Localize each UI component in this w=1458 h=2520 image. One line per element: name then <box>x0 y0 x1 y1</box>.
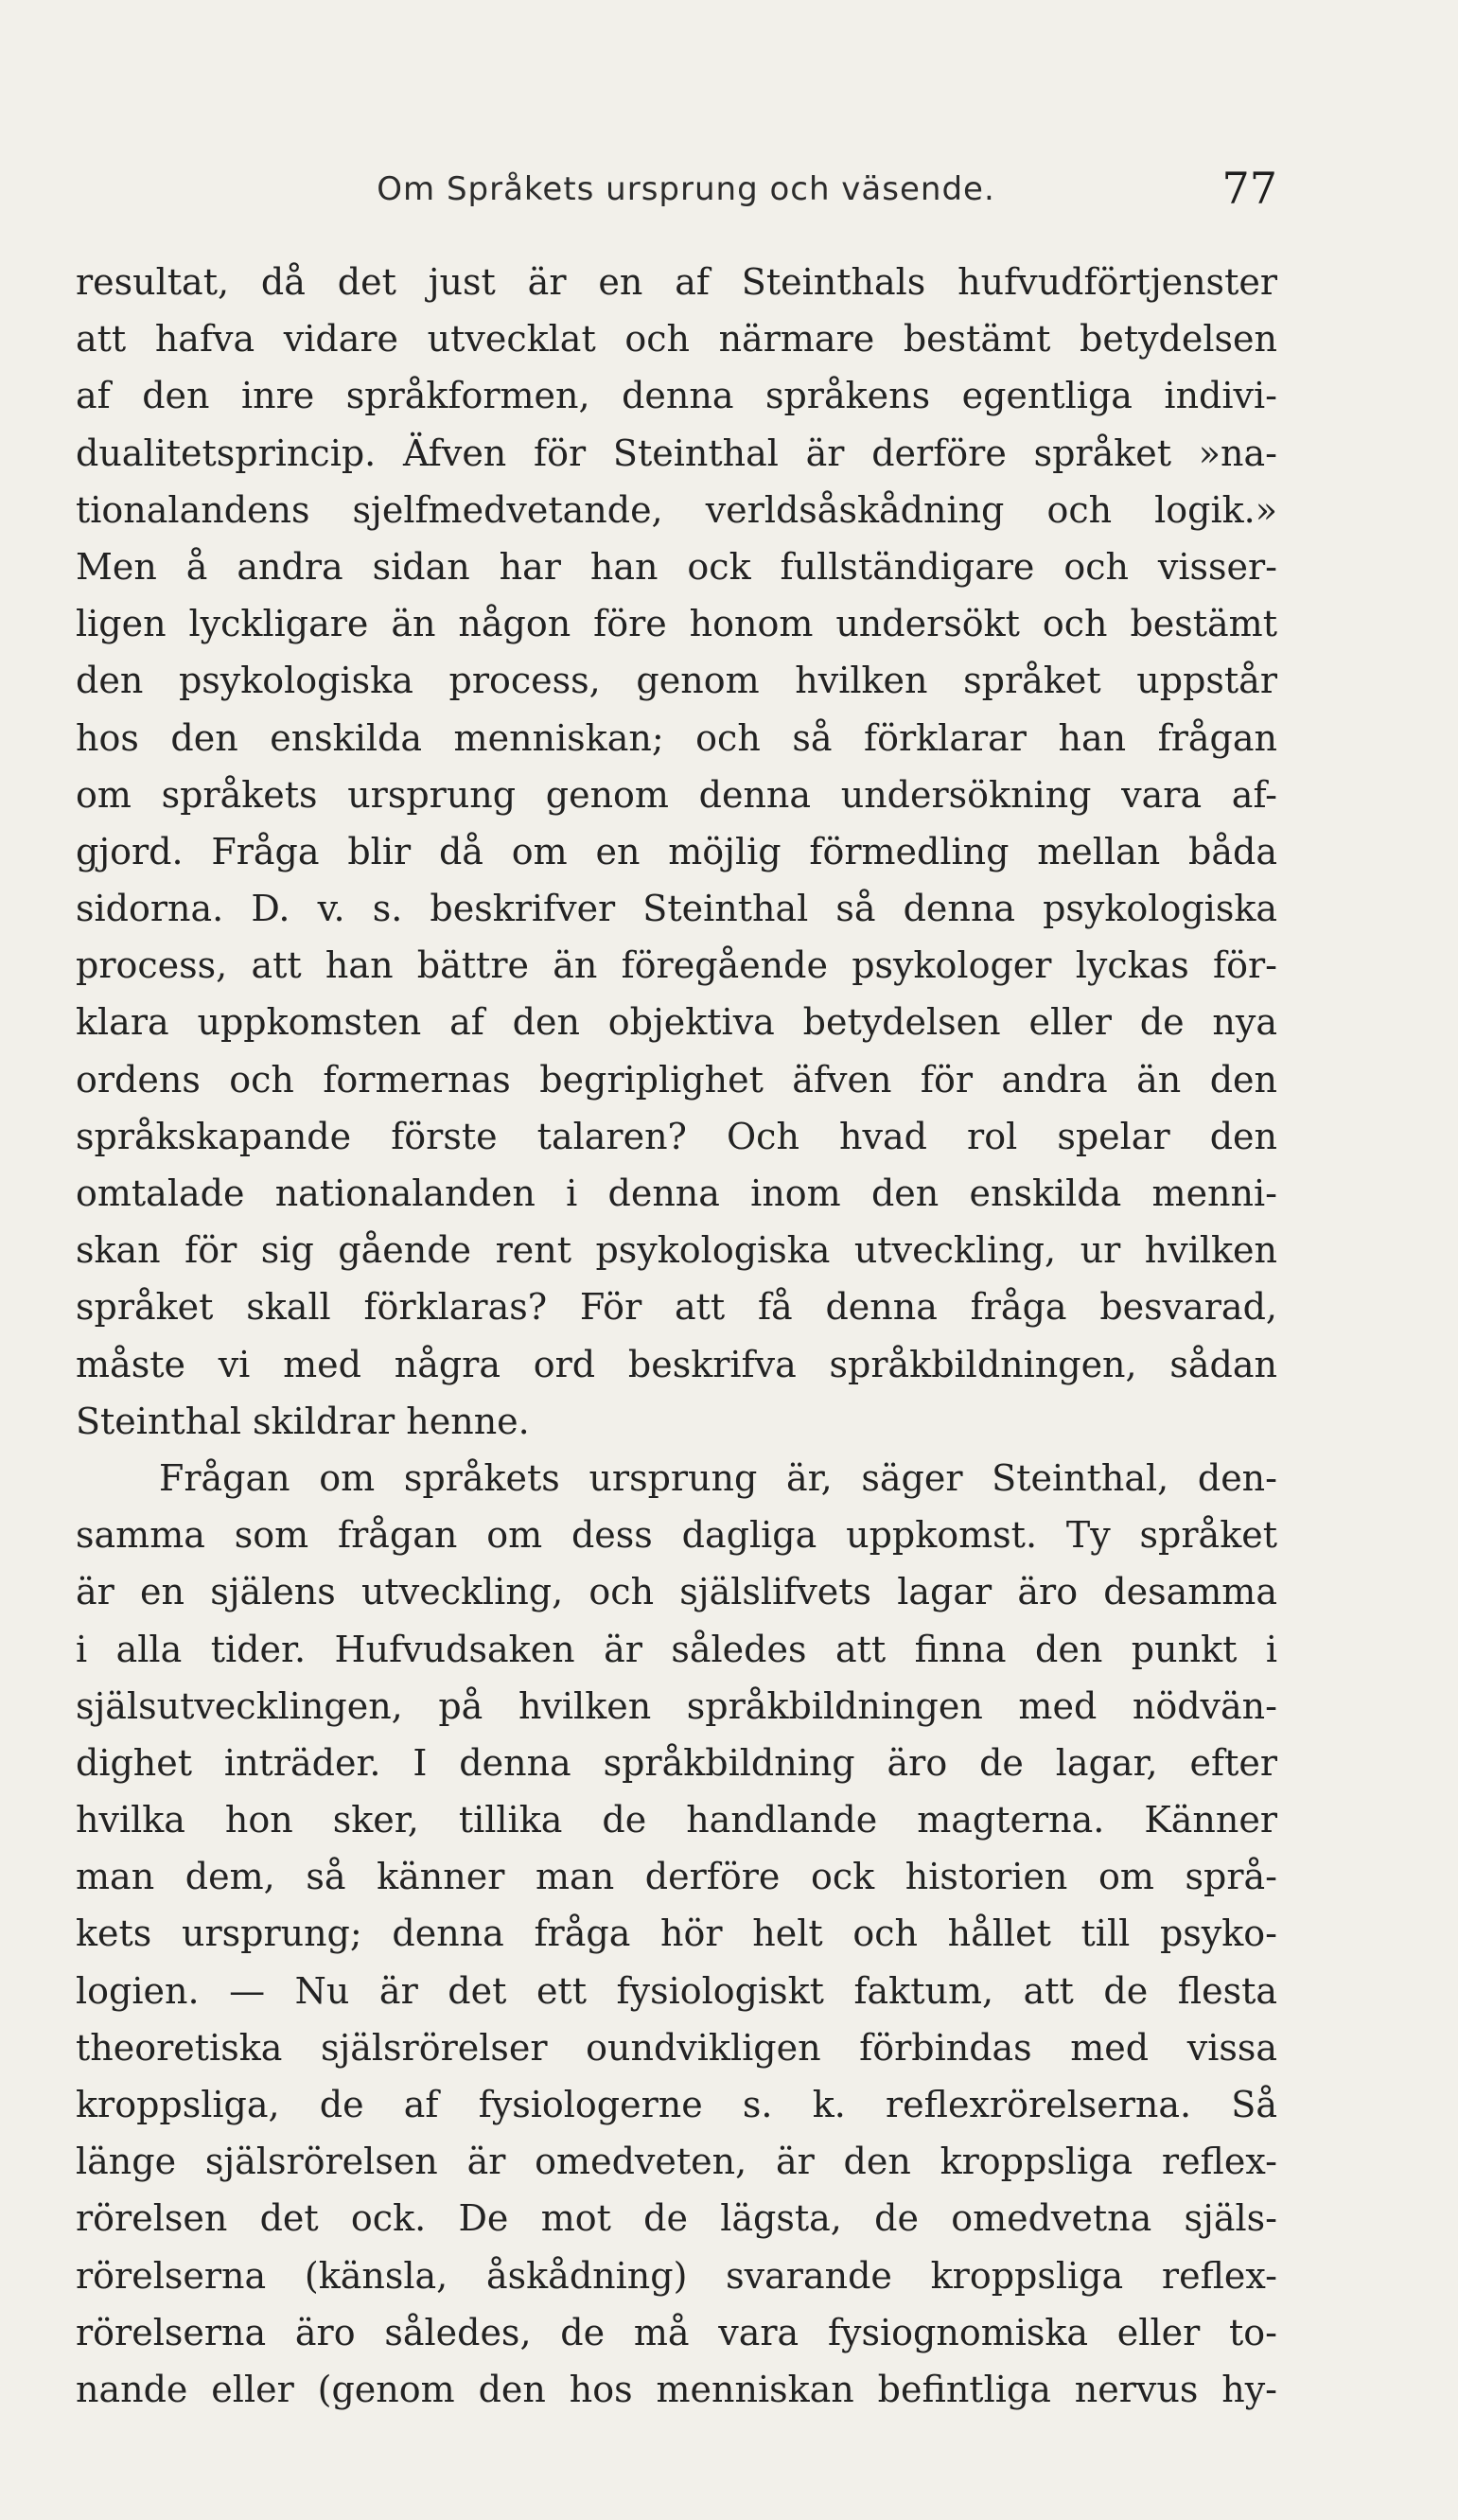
text-line: hvilka hon sker, tillika de handlande magterna. Känner <box>76 1799 1277 1842</box>
running-title: Om Språkets ursprung och väsende. <box>377 170 995 208</box>
text-line: logien. — Nu är det ett fysiologiskt faktum, att de flesta <box>76 1969 1277 2012</box>
text-line: skan för sig gående rent psykologiska utveckling, ur hvilken <box>76 1229 1277 1272</box>
text-line: theoretiska själsrörelser oundvikligen förbindas med vissa <box>76 2026 1277 2069</box>
text-line: man dem, så känner man derföre ock historien om språ- <box>76 1856 1277 1898</box>
running-head <box>76 163 1277 220</box>
page-number: 77 <box>1221 163 1277 214</box>
text-line: tionalandens sjelfmedvetande, verldsåskådning och logik.» <box>76 488 1277 531</box>
text-line: den psykologiska process, genom hvilken språket uppstår <box>76 660 1277 702</box>
text-line: språkskapande förste talaren? Och hvad rol spelar den <box>76 1115 1277 1157</box>
text-line: samma som frågan om dess dagliga uppkomst. Ty språket <box>76 1514 1277 1557</box>
text-line: dighet inträder. I denna språkbildning äro de lagar, efter <box>76 1741 1277 1784</box>
text-line: nande eller (genom den hos menniskan befintliga nervus hy- <box>76 2368 1277 2410</box>
text-line: rörelsen det ock. De mot de lägsta, de omedvetna själs- <box>76 2197 1277 2240</box>
text-line: hos den enskilda menniskan; och så förklarar han frågan <box>76 716 1277 759</box>
text-line: omtalade nationalanden i denna inom den enskilda menni- <box>76 1172 1277 1214</box>
text-line: i alla tider. Hufvudsaken är således att finna den punkt i <box>76 1628 1277 1670</box>
text-line: gjord. Fråga blir då om en möjlig förmedling mellan båda <box>76 830 1277 872</box>
body-text <box>76 254 1277 2418</box>
text-line: är en själens utveckling, och själslifvets lagar äro desamma <box>76 1571 1277 1613</box>
text-line: språket skall förklaras? För att få denna fråga besvarad, <box>76 1286 1277 1329</box>
text-line: ordens och formernas begriplighet äfven för andra än den <box>76 1058 1277 1101</box>
text-line: ligen lyckligare än någon före honom undersökt och bestämt <box>76 603 1277 645</box>
text-line: länge själsrörelsen är omedveten, är den kroppsliga reflex- <box>76 2141 1277 2183</box>
text-line: rörelserna äro således, de må vara fysiognomiska eller to- <box>76 2311 1277 2353</box>
text-line-paragraph-start: Frågan om språkets ursprung är, säger Steinthal, den- <box>159 1456 1277 1499</box>
text-line: resultat, då det just är en af Steinthals hufvudförtjenster <box>76 261 1277 303</box>
text-line: kroppsliga, de af fysiologerne s. k. reflexrörelserna. Så <box>76 2084 1277 2125</box>
text-line: att hafva vidare utvecklat och närmare bestämt betydelsen <box>76 318 1277 361</box>
text-line: dualitetsprincip. Äfven för Steinthal är derföre språket »na- <box>76 432 1277 474</box>
text-line: process, att han bättre än föregående psykologer lyckas för- <box>76 944 1277 987</box>
text-line: rörelserna (känsla, åskådning) svarande kroppsliga reflex- <box>76 2254 1277 2297</box>
text-line: sidorna. D. v. s. beskrifver Steinthal så denna psykologiska <box>76 888 1277 930</box>
text-line: af den inre språkformen, denna språkens egentliga indivi- <box>76 375 1277 417</box>
text-line: om språkets ursprung genom denna undersökning vara af- <box>76 773 1277 816</box>
text-line: Men å andra sidan har han ock fullständigare och visser- <box>76 545 1277 588</box>
text-line: själsutvecklingen, på hvilken språkbildningen med nödvän- <box>76 1684 1277 1727</box>
text-line: klara uppkomsten af den objektiva betydelsen eller de nya <box>76 1001 1277 1044</box>
text-line: Steinthal skildrar henne. <box>76 1400 530 1442</box>
text-line: måste vi med några ord beskrifva språkbildningen, sådan <box>76 1343 1277 1385</box>
text-line: kets ursprung; denna fråga hör helt och hållet till psyko- <box>76 1912 1277 1955</box>
